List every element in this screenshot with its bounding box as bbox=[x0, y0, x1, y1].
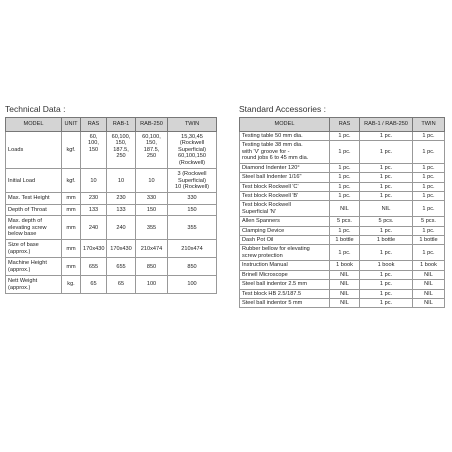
table-cell: mm bbox=[62, 204, 81, 215]
table-cell: 65 bbox=[107, 276, 136, 294]
table-cell: 1 pc. bbox=[330, 163, 360, 172]
table-cell: 1 pc. bbox=[330, 132, 360, 141]
table-cell: 1 pc. bbox=[330, 182, 360, 191]
table-cell: 1 pc. bbox=[360, 226, 413, 235]
table-cell: 1 pc. bbox=[413, 226, 445, 235]
table-cell: 330 bbox=[168, 193, 217, 204]
table-row bbox=[240, 163, 445, 172]
technical-header-4: RAB-250 bbox=[136, 118, 168, 132]
table-cell: 5 pcs. bbox=[360, 217, 413, 226]
table-cell: 1 book bbox=[360, 261, 413, 270]
table-cell: 5 pcs. bbox=[413, 217, 445, 226]
table-cell: 655 bbox=[107, 258, 136, 276]
table-cell: 1 pc. bbox=[360, 280, 413, 289]
row-label: Brinell Microscope bbox=[240, 270, 330, 279]
table-cell: 240 bbox=[107, 216, 136, 240]
table-cell: mm bbox=[62, 258, 81, 276]
table-cell: kg. bbox=[62, 276, 81, 294]
row-label: Testing table 50 mm dia. bbox=[240, 132, 330, 141]
table-row bbox=[6, 276, 217, 294]
table-row bbox=[240, 141, 445, 163]
row-label: Test block Rockwell 'C' bbox=[240, 182, 330, 191]
table-cell: 60, 100, 150 bbox=[81, 132, 107, 169]
table-row bbox=[240, 132, 445, 141]
table-cell: NIL bbox=[330, 299, 360, 308]
table-cell: 655 bbox=[81, 258, 107, 276]
table-cell: kgf. bbox=[62, 132, 81, 169]
table-cell: 1 pc. bbox=[413, 191, 445, 200]
table-cell: 1 bottle bbox=[413, 236, 445, 245]
table-row bbox=[6, 216, 217, 240]
table-cell: 240 bbox=[81, 216, 107, 240]
table-cell: 1 pc. bbox=[360, 245, 413, 261]
row-label: Initial Load bbox=[6, 169, 62, 193]
row-label: Clamping Device bbox=[240, 226, 330, 235]
row-label: Test block Rockwell Superficial 'N' bbox=[240, 201, 330, 217]
row-label: Allen Spanners bbox=[240, 217, 330, 226]
table-row bbox=[6, 193, 217, 204]
table-cell: 1 pc. bbox=[360, 141, 413, 163]
table-cell: 1 pc. bbox=[413, 141, 445, 163]
table-cell: NIL bbox=[413, 270, 445, 279]
table-cell: 3 (Rockwell Superficial) 10 (Rockwell) bbox=[168, 169, 217, 193]
row-label: Max. Test Height bbox=[6, 193, 62, 204]
row-label: Test block Rockwell 'B' bbox=[240, 191, 330, 200]
table-cell: 100 bbox=[136, 276, 168, 294]
table-row bbox=[6, 240, 217, 258]
accessories-header-3: TWIN bbox=[413, 118, 445, 132]
row-label: Steel ball Indenter 1/16" bbox=[240, 173, 330, 182]
table-cell: 1 pc. bbox=[360, 163, 413, 172]
table-cell: 1 pc. bbox=[413, 173, 445, 182]
row-label: Machine Height (approx.) bbox=[6, 258, 62, 276]
table-cell: 1 pc. bbox=[413, 163, 445, 172]
table-row bbox=[240, 226, 445, 235]
table-cell: 60,100, 150, 187.5, 250 bbox=[136, 132, 168, 169]
table-cell: NIL bbox=[330, 280, 360, 289]
standard-accessories-title: Standard Accessories : bbox=[239, 104, 326, 114]
table-row bbox=[240, 280, 445, 289]
table-cell: 1 pc. bbox=[330, 245, 360, 261]
table-cell: NIL bbox=[413, 280, 445, 289]
table-cell: 330 bbox=[136, 193, 168, 204]
table-row bbox=[6, 132, 217, 169]
row-label: Nett Weight (approx.) bbox=[6, 276, 62, 294]
row-label: Max. depth of elevating screw below base bbox=[6, 216, 62, 240]
table-cell: 1 pc. bbox=[360, 191, 413, 200]
table-cell: mm bbox=[62, 193, 81, 204]
table-row bbox=[6, 258, 217, 276]
table-cell: 10 bbox=[136, 169, 168, 193]
table-cell: 1 book bbox=[413, 261, 445, 270]
table-cell: 10 bbox=[107, 169, 136, 193]
technical-header-3: RAB-1 bbox=[107, 118, 136, 132]
table-cell: 1 pc. bbox=[330, 191, 360, 200]
table-row bbox=[240, 299, 445, 308]
technical-data-table bbox=[5, 117, 217, 294]
technical-header-1: UNIT bbox=[62, 118, 81, 132]
table-cell: NIL bbox=[413, 289, 445, 298]
table-row bbox=[240, 261, 445, 270]
table-cell: 1 pc. bbox=[330, 141, 360, 163]
table-row bbox=[240, 173, 445, 182]
row-label: Test block HB 2.5/187.5 bbox=[240, 289, 330, 298]
row-label: Depth of Throat bbox=[6, 204, 62, 215]
table-cell: 60,100, 150, 187.5, 250 bbox=[107, 132, 136, 169]
accessories-header-0: MODEL bbox=[240, 118, 330, 132]
table-cell: 1 book bbox=[330, 261, 360, 270]
table-cell: kgf. bbox=[62, 169, 81, 193]
table-cell: 850 bbox=[136, 258, 168, 276]
table-cell: NIL bbox=[330, 289, 360, 298]
table-row bbox=[240, 289, 445, 298]
table-row bbox=[6, 169, 217, 193]
table-cell: 133 bbox=[81, 204, 107, 215]
row-label: Steel ball indentor 2.5 mm bbox=[240, 280, 330, 289]
table-cell: 1 pc. bbox=[413, 245, 445, 261]
table-row bbox=[240, 182, 445, 191]
row-label: Testing table 38 mm dia. with 'V' groove for - round jobs 6 to 45 mm dia. bbox=[240, 141, 330, 163]
table-cell: 150 bbox=[136, 204, 168, 215]
table-cell: 1 pc. bbox=[360, 270, 413, 279]
technical-header-2: RAS bbox=[81, 118, 107, 132]
row-label: Steel ball indentor 5 mm bbox=[240, 299, 330, 308]
table-cell: 1 pc. bbox=[330, 226, 360, 235]
table-cell: 100 bbox=[168, 276, 217, 294]
table-cell: 230 bbox=[81, 193, 107, 204]
row-label: Loads bbox=[6, 132, 62, 169]
table-row bbox=[240, 217, 445, 226]
table-cell: mm bbox=[62, 216, 81, 240]
technical-header-5: TWIN bbox=[168, 118, 217, 132]
technical-data-title: Technical Data : bbox=[5, 104, 66, 114]
technical-header-0: MODEL bbox=[6, 118, 62, 132]
table-cell: 1 pc. bbox=[360, 182, 413, 191]
table-cell: 15,30,45 (Rockwell Superficial) 60,100,150 (Rockwell) bbox=[168, 132, 217, 169]
table-row bbox=[6, 204, 217, 215]
table-cell: 355 bbox=[168, 216, 217, 240]
table-cell: 850 bbox=[168, 258, 217, 276]
table-cell: 1 pc. bbox=[330, 173, 360, 182]
table-cell: 10 bbox=[81, 169, 107, 193]
accessories-header-1: RAS bbox=[330, 118, 360, 132]
row-label: Size of base (approx.) bbox=[6, 240, 62, 258]
accessories-header-2: RAB-1 / RAB-250 bbox=[360, 118, 413, 132]
table-cell: NIL bbox=[360, 201, 413, 217]
table-cell: 1 pc. bbox=[360, 173, 413, 182]
table-cell: 210x474 bbox=[136, 240, 168, 258]
table-cell: NIL bbox=[413, 299, 445, 308]
table-cell: NIL bbox=[330, 270, 360, 279]
table-cell: 170x430 bbox=[107, 240, 136, 258]
row-label: Dash Pot Oil bbox=[240, 236, 330, 245]
table-cell: 1 pc. bbox=[360, 289, 413, 298]
table-cell: 1 pc. bbox=[360, 299, 413, 308]
table-cell: 230 bbox=[107, 193, 136, 204]
table-row bbox=[240, 245, 445, 261]
table-cell: 5 pcs. bbox=[330, 217, 360, 226]
row-label: Rubber bellow for elevating screw protection bbox=[240, 245, 330, 261]
table-cell: 170x430 bbox=[81, 240, 107, 258]
table-cell: 1 bottle bbox=[360, 236, 413, 245]
technical-header-row bbox=[6, 118, 217, 132]
table-cell: mm bbox=[62, 240, 81, 258]
table-cell: 1 pc. bbox=[413, 201, 445, 217]
table-row bbox=[240, 236, 445, 245]
row-label: Instruction Manual bbox=[240, 261, 330, 270]
table-cell: 1 pc. bbox=[360, 132, 413, 141]
accessories-header-row bbox=[240, 118, 445, 132]
table-cell: 210x474 bbox=[168, 240, 217, 258]
table-cell: 150 bbox=[168, 204, 217, 215]
table-cell: 1 pc. bbox=[413, 182, 445, 191]
table-cell: 1 bottle bbox=[330, 236, 360, 245]
table-cell: 133 bbox=[107, 204, 136, 215]
accessories-table bbox=[239, 117, 445, 308]
table-cell: 1 pc. bbox=[413, 132, 445, 141]
table-cell: 65 bbox=[81, 276, 107, 294]
table-row bbox=[240, 201, 445, 217]
table-cell: 355 bbox=[136, 216, 168, 240]
table-row bbox=[240, 270, 445, 279]
table-row bbox=[240, 191, 445, 200]
table-cell: NIL bbox=[330, 201, 360, 217]
row-label: Diamond Indenter 120° bbox=[240, 163, 330, 172]
